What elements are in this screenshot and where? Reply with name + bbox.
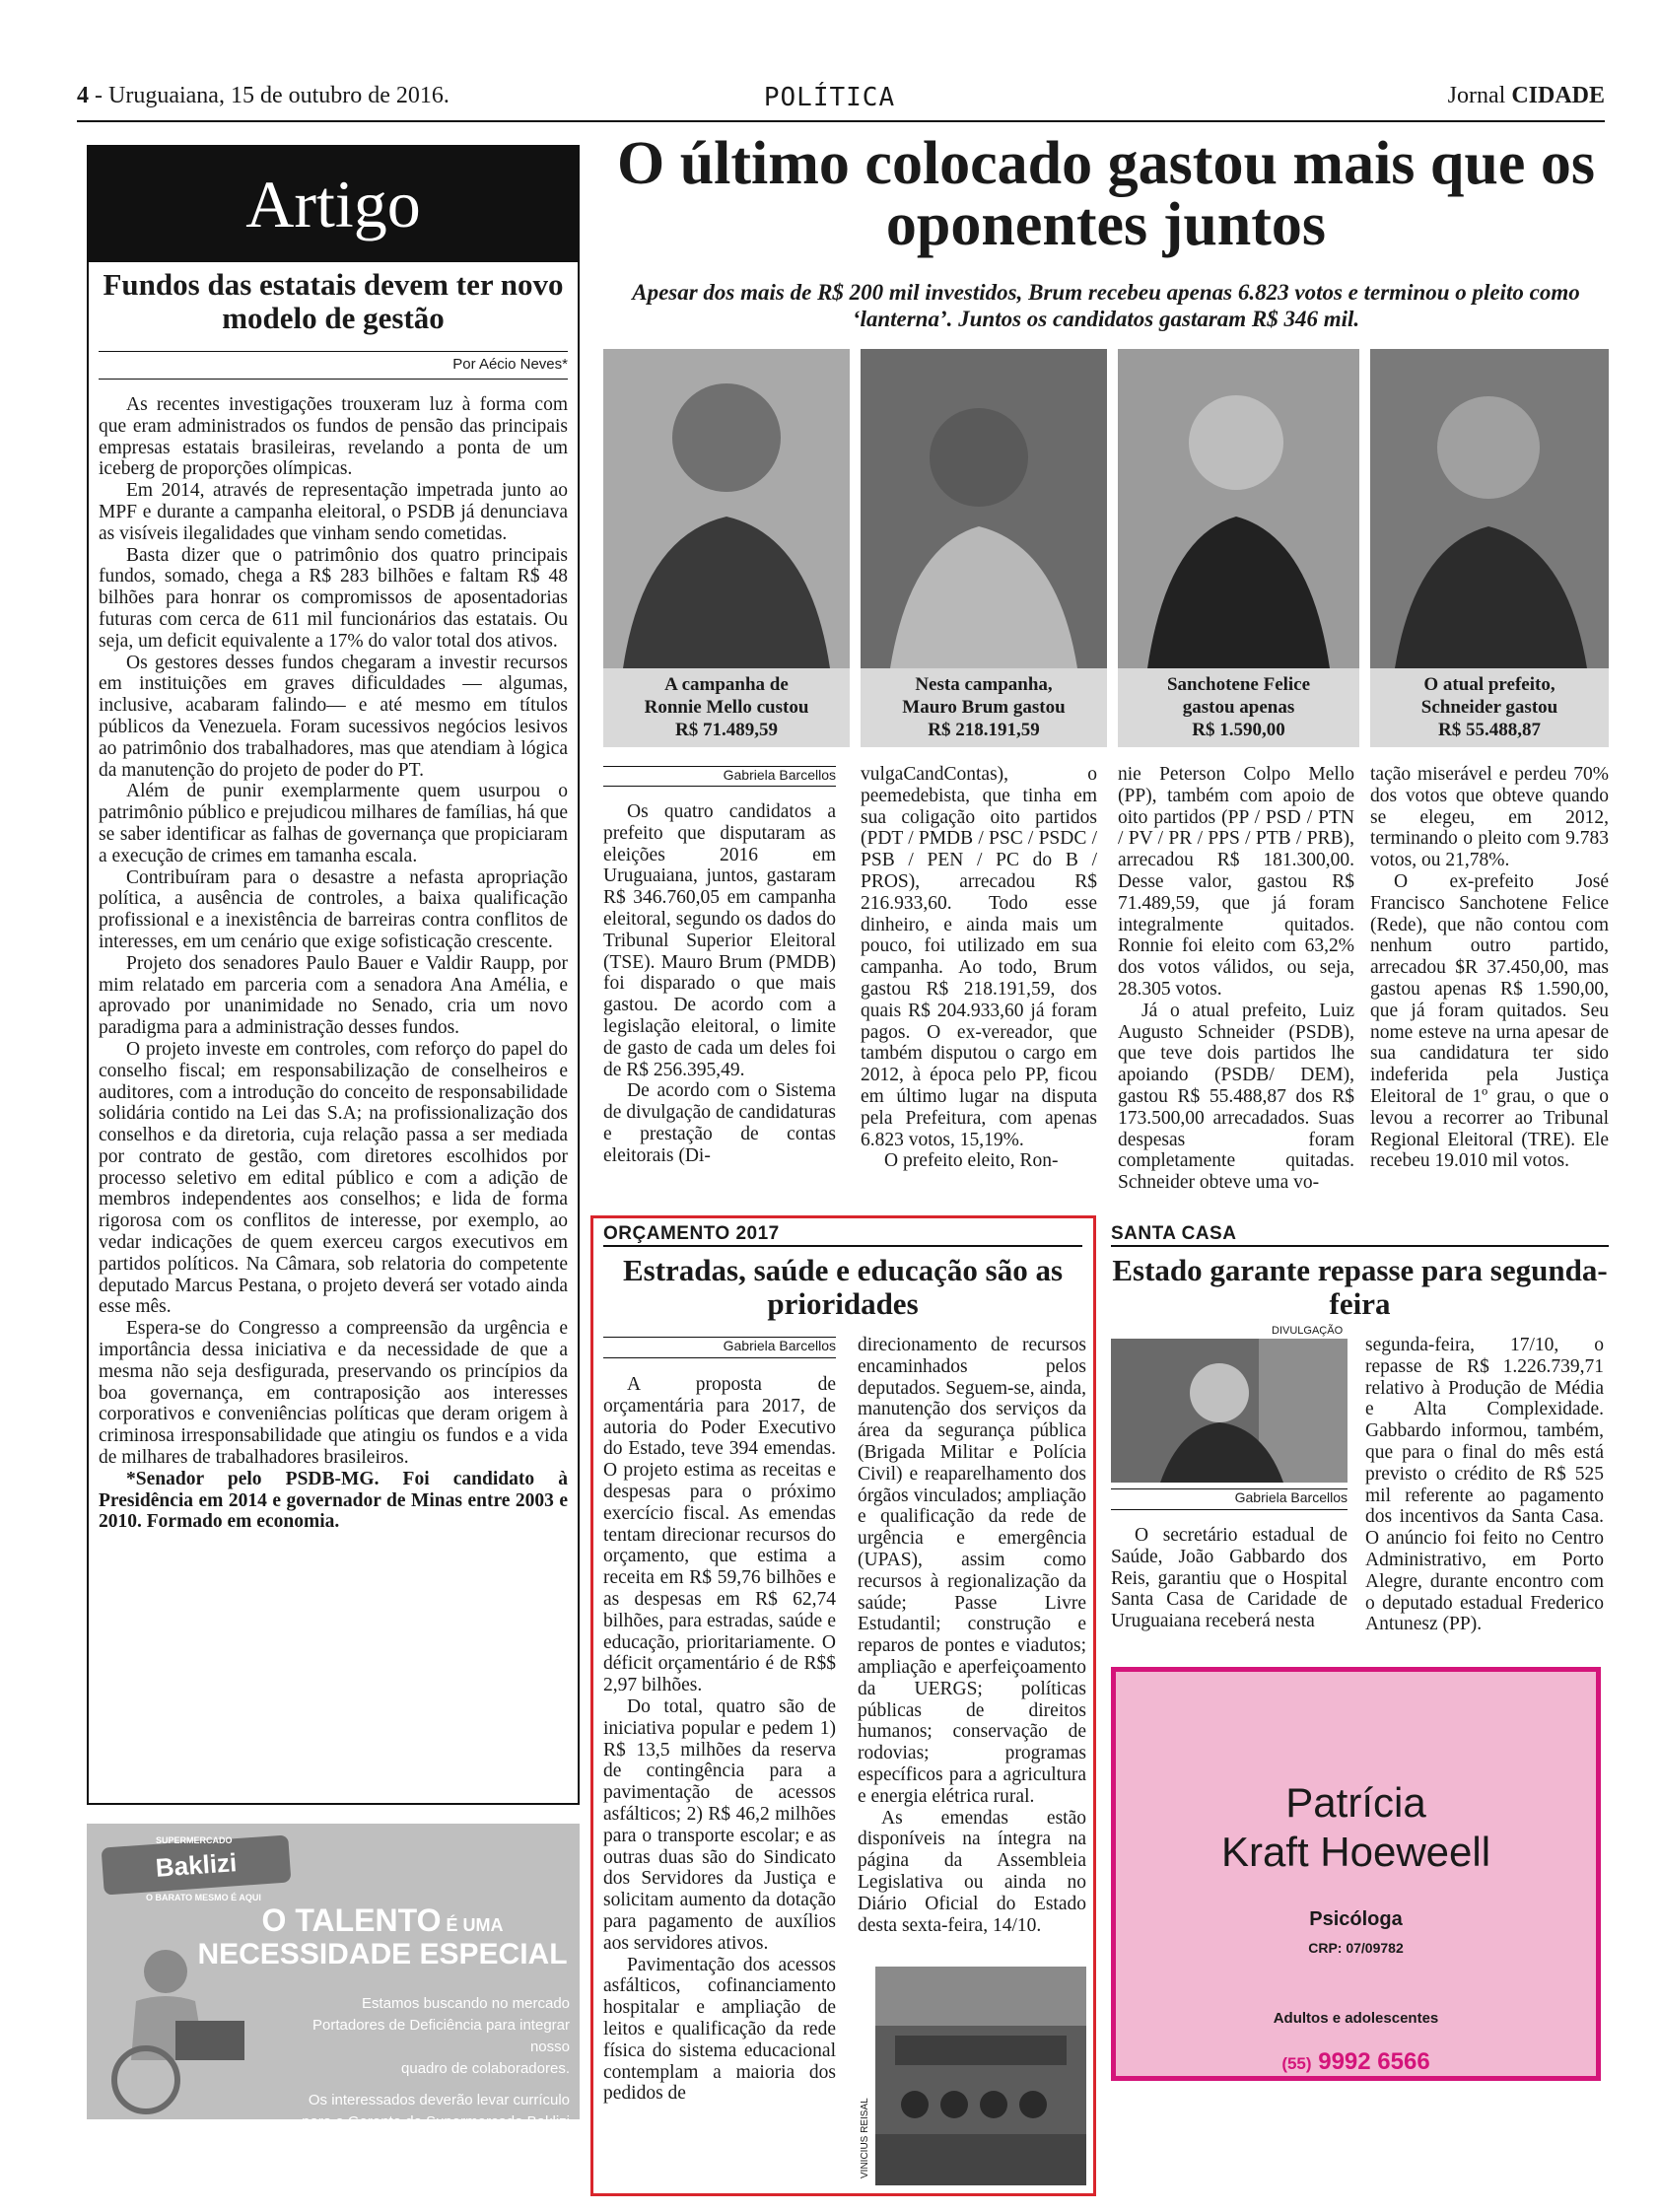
photo-schneider (1370, 349, 1609, 668)
artigo-paragraph: Contribuíram para o desastre a nefasta apropriação política, a ausência de controles, a baixa qualificação profissional e a inexistência de barreiras contra conflitos de interesses, em um cenário que exige sofisticação crescente. (99, 866, 568, 952)
patricia-audience: Adultos e adolescentes (1273, 2010, 1439, 2027)
artigo-paragraph: Em 2014, através de representação impetrada junto ao MPF e durante a campanha eleitoral, o PSDB já denunciava as visíveis ilegalidades que vinham sendo cometidas. (99, 480, 568, 544)
byline-rule (603, 786, 836, 787)
secretario-photo (1111, 1339, 1348, 1483)
caption-ronnie: A campanha de Ronnie Mello custou R$ 71.489,59 (603, 668, 850, 747)
patricia-ad (1111, 1667, 1601, 2081)
caption-sanchotene: Sanchotene Felice gastou apenas R$ 1.590,00 (1118, 668, 1359, 747)
photo-mauro-brum (861, 349, 1107, 668)
baklizi-logo-tag: SUPERMERCADO (156, 1835, 233, 1845)
baklizi-logo-slogan: O BARATO MESMO É AQUI (146, 1893, 261, 1902)
byline-rule (1111, 1509, 1348, 1510)
patricia-name: Patrícia Kraft Hoeweell (1220, 1779, 1491, 1875)
baklizi-logo: Baklizi (102, 1834, 292, 1895)
main-story-column-4: tação miserável e perdeu 70% dos votos que obteve quando se elegeu, em 2012, terminando o pleito com 9.783 votos, ou 21,78%. O ex-prefeito José Francisco Sanchotene Felice (Rede), que não contou com nenhum outro partido, arrecadou $R 37.450,00, mas gastou apenas R$ 1.590,00, que já foram quitados. Seu nome esteve na urna apesar de sua candidatura ter sido indeferida pela Justiça Eleitoral de 1º grau, o que o levou a recorrer ao Tribunal Regional Eleitoral (TRE). Ele recebeu 19.010 mil votos. (1370, 764, 1609, 1172)
artigo-paragraph: Espera-se do Congresso a compreensão da urgência e importância dessa iniciativa e da necessidade de que a mesma não seja desfigurada, preservando os princípios da boa governança, em contraposição aos interesses corporativos e conveniências políticas que deram origem à criminosa irresponsabilidade que atingiu os fundos e a vida de milhares de trabalhadores brasileiros. (99, 1318, 568, 1469)
santa-casa-kicker: SANTA CASA (1111, 1223, 1609, 1247)
artigo-byline-rule (99, 351, 568, 352)
orcamento-column-2: direcionamento de recursos encaminhados pelos deputados. Seguem-se, ainda, manutenção dos serviços da área da segurança pública (Brigada Militar e Polícia Civil) e reaparelhamento dos órgãos vinculados; ampliação e qualificação da rede de urgência e emergência (UPAS), assim como recursos à regionalização da saúde; Passe Livre Estudantil; construção e reparos de pontes e viadutos; ampliação e aperfeiçoamento da UERGS; políticas públicas de direitos humanos; conservação de rodovias; programas específicos para a agricultura e energia elétrica rural. As emendas estão disponíveis na íntegra na página da Assembleia Legislativa ou ainda no Diário Oficial do Estado desta sexta-feira, 14/10. (858, 1335, 1086, 1936)
santa-casa-column-2: segunda-feira, 17/10, o repasse de R$ 1.226.739,71 relativo à Produção de Média e Alta Complexidade. Gabbardo informou, também, que para o final do mês está previsto o crédito de R$ 525 mil referente ao pagamento dos incentivos da Santa Casa. O anúncio foi feito no Centro Administrativo, em Porto Alegre, durante encontro com o deputado estadual Frederico Antunesz (PP). (1365, 1335, 1604, 1635)
photo-credit-vertical: VINICIUS REISAL (860, 2098, 870, 2178)
artigo-footnote: *Senador pelo PSDB-MG. Foi candidato à Presidência em 2014 e governador de Minas entre 2003 e 2010. Formado em economia. (99, 1468, 568, 1533)
patricia-crp: CRP: 07/09782 (1308, 1940, 1404, 1956)
baklizi-headline-2: NECESSIDADE ESPECIAL (197, 1938, 568, 1970)
photo-tag: DIVULGAÇÃO (1272, 1325, 1344, 1337)
baklizi-body: Estamos buscando no mercado Portadores de Deficiência para integrar nosso quadro de colaboradores. Os interessados deverão levar currículo para o Gerente do Supermercado Baklizi mais próximo de sua residência. (302, 1995, 570, 2152)
main-story-credit: Gabriela Barcellos (723, 767, 836, 783)
santa-casa-column-1: O secretário estadual de Saúde, João Gabbardo dos Reis, garantiu que o Hospital Santa Casa de Caridade de Uruguaiana receberá nesta (1111, 1525, 1348, 1632)
wheelchair-person-image (97, 1942, 264, 2114)
header-rule (77, 120, 1605, 122)
main-story-column-1: Os quatro candidatos a prefeito que disputaram as eleições 2016 em Uruguaiana, juntos, gastaram R$ 346.760,05 em campanha eleitoral, segundo os dados do Tribunal Superior Eleitoral (TSE). Mauro Brum (PMDB) foi disparado o que mais gastou. De acordo com a legislação eleitoral, o limite de gasto de cada um deles foi de R$ 256.395,49. De acordo com o Sistema de divulgação de candidaturas e prestação de contas eleitorais (Di- (603, 801, 836, 1166)
santa-casa-credit: Gabriela Barcellos (1234, 1489, 1348, 1505)
main-subheadline: Apesar dos mais de R$ 200 mil investidos, Brum recebeu apenas 6.823 votos e terminou o pleito como ‘lanterna’. Juntos os candidatos gastaram R$ 346 mil. (632, 280, 1580, 331)
byline-rule (603, 1357, 836, 1358)
orcamento-kicker: ORÇAMENTO 2017 (603, 1223, 1082, 1247)
santa-casa-headline: Estado garante repasse para segunda-feira (1112, 1253, 1608, 1321)
main-story-column-3: nie Peterson Colpo Mello (PP), também com apoio de oito partidos (PP / PSD / PTN / PV / PR / PPS / PTB / PRB), arrecadou R$ 181.300,00. Desse valor, gastou R$ 71.489,59, que já foram integralmente quitados. Ronnie foi eleito com 63,2% dos votos válidos, ou seja, 28.305 votos. Já o atual prefeito, Luiz Augusto Schneider (PSDB), que teve dois partidos lhe apoiando (PSDB/ DEM), gastou R$ 55.488,87 dos R$ 173.500,00 arrecadados. Suas despesas foram completamente quitadas. Schneider obteve uma vo- (1118, 764, 1354, 1194)
artigo-headline: Fundos das estatais devem ter novo modelo de gestão (103, 267, 564, 335)
artigo-paragraph: Basta dizer que o patrimônio dos quatro principais fundos, somado, chega a R$ 283 bilhões e faltam R$ 48 bilhões para honrar os compromissos de aposentadorias futuras com cerca de 611 mil funcionários das estatais. Ou seja, um deficit equivalente a 17% do valor total dos ativos. (99, 544, 568, 652)
patricia-phone: (55) 9992 6566 (1281, 2048, 1430, 2075)
caption-mauro: Nesta campanha, Mauro Brum gastou R$ 218.191,59 (861, 668, 1107, 747)
artigo-paragraph: Projeto dos senadores Paulo Bauer e Valdir Raupp, por mim relatado em parceria com a senadora Ana Amélia, e aprovado por unanimidade no Senado, cria um novo paradigma para a administração desses fundos. (99, 952, 568, 1039)
artigo-byline-rule (99, 379, 568, 380)
baklizi-headline: O TALENTO É UMA (261, 1902, 504, 1938)
orcamento-headline: Estradas, saúde e educação são as prioridades (622, 1253, 1064, 1321)
newspaper-name: Jornal CIDADE (1447, 83, 1605, 108)
artigo-author: Por Aécio Neves* (452, 356, 568, 373)
artigo-body (99, 394, 568, 1533)
artigo-paragraph: As recentes investigações trouxeram luz à forma com que eram administrados os fundos de pensão das principais empresas estatais brasileiras, revelando a ponta de um iceberg de proporções olímpicas. (99, 394, 568, 480)
baklizi-ad (87, 1824, 580, 2152)
photo-sanchotene-felice (1118, 349, 1359, 668)
caption-schneider: O atual prefeito, Schneider gastou R$ 55.488,87 (1370, 668, 1609, 747)
dateline: - Uruguaiana, 15 de outubro de 2016. (89, 83, 449, 108)
artigo-banner: Artigo (89, 147, 578, 262)
patricia-title: Psicóloga (1309, 1908, 1403, 1930)
orcamento-column-1: A proposta de orçamentária para 2017, de autoria do Poder Executivo do Estado, teve 394 emendas. O projeto estima as receitas e despesas para o próximo exercício fiscal. As emendas tentam direcionar recursos do orçamento, que estima a receita em R$ 59,76 bilhões e as despesas em R$ 62,74 bilhões, para estradas, saúde e educação, prioritariamente. O déficit orçamentário é de R$$ 2,97 bilhões. Do total, quatro são de iniciativa popular e pedem 1) R$ 13,5 milhões da reserva de contingência para a pavimentação de acessos asfálticos; 2) R$ 46,2 milhões para o transporte escolar; e as outras duas são do Sindicato dos Servidores da Justiça e solicitam aumento da dotação para pagamento de auxílios aos servidores ativos. Pavimentação dos acessos asfálticos, cofinanciamento hospitalar e ampliação de leitos e qualificação da rede física do sistema educacional contemplam a maioria dos pedidos de (603, 1374, 836, 2105)
assembleia-photo (875, 1967, 1086, 2185)
page-number: 4 (77, 83, 89, 108)
main-story-column-2: vulgaCandContas), o peemedebista, que tinha em sua coligação oito partidos (PDT / PMDB / PSC / PSDC / PSB / PEN / PC do B / PROS), arrecadou R$ 216.933,60. Todo esse dinheiro, e ainda mais um pouco, foi utilizado em sua campanha. Ao todo, Brum gastou R$ 218.191,59, dos quais R$ 204.933,60 já foram pagos. O ex-vereador, que também disputou o cargo em 2012, à época pelo PP, ficou em último lugar na disputa pela Prefeitura, com apenas 6.823 votos, 15,19%. O prefeito eleito, Ron- (861, 764, 1097, 1172)
section-label: POLÍTICA (763, 83, 896, 112)
artigo-paragraph: O projeto investe em controles, com reforço do papel do conselho fiscal; em responsabilização de conselheiros e auditores, com a introdução do conceito de responsabilidade solidária contido na Lei das S.A; na profissionalização dos conselhos e da diretoria, cuja relação passa a ser mediada por contrato de gestão, com diretores escolhidos por processo seletivo em edital público e com a adição de membros independentes aos conselhos; e lida de forma rigorosa com os conflitos de interesse, por exemplo, ao vedar indicações de quem exerceu cargos executivos em partidos políticos. Na Câmara, sob relatoria do competente deputado Marcus Pestana, o projeto deverá ser votado ainda esse mês. (99, 1038, 568, 1318)
main-headline: O último colocado gastou mais que os oponentes juntos (616, 130, 1596, 258)
photo-ronnie-mello (603, 349, 850, 668)
artigo-paragraph: Os gestores desses fundos chegaram a investir recursos em instituições em graves dificuldades — algumas, inclusive, acabaram falindo— e até mesmo em títulos públicos da Venezuela. Foram sucessivos negócios lesivos ao patrimônio dos trabalhadores, mas que atendiam à lógica da manutenção do projeto de poder do PT. (99, 652, 568, 781)
orcamento-credit: Gabriela Barcellos (723, 1338, 836, 1353)
artigo-paragraph: Além de punir exemplarmente quem usurpou o patrimônio público e prejudicou milhares de famílias, há que se saber identificar as falhas de governança que propiciaram a execução de crimes em tamanha escala. (99, 781, 568, 866)
